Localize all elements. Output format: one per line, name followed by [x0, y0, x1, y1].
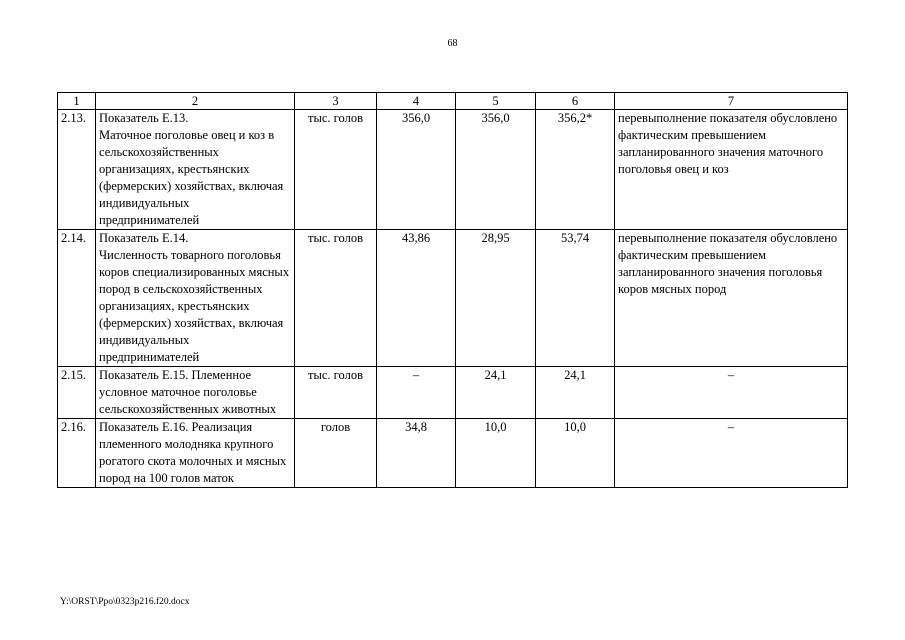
unit-cell: тыс. голов [295, 230, 377, 367]
value-cell: 356,0 [377, 110, 456, 230]
column-header: 4 [377, 93, 456, 110]
indicator-name: Показатель Е.14. Численность товарного поголовья коров специализированных мясных пород в сельскохозяйственных организациях, крестьянских (фермерских) хозяйствах, включая индивидуальных предпринимателей [96, 230, 295, 367]
page-number: 68 [447, 38, 458, 49]
column-header: 1 [58, 93, 96, 110]
note-cell: – [615, 419, 848, 488]
row-number: 2.15. [58, 367, 96, 419]
value-cell: 24,1 [456, 367, 536, 419]
column-header: 5 [456, 93, 536, 110]
row-number: 2.14. [58, 230, 96, 367]
value-cell: 28,95 [456, 230, 536, 367]
column-header: 3 [295, 93, 377, 110]
value-cell: 356,0 [456, 110, 536, 230]
indicator-name: Показатель Е.15. Племенное условное маточное поголовье сельскохозяйственных животных [96, 367, 295, 419]
note-cell: перевыполнение показателя обусловлено фактическим превышением запланированного значения поголовья коров мясных пород [615, 230, 848, 367]
value-cell: 10,0 [536, 419, 615, 488]
value-cell: 53,74 [536, 230, 615, 367]
note-cell: – [615, 367, 848, 419]
table-row [58, 230, 848, 367]
column-header: 2 [96, 93, 295, 110]
value-cell: 10,0 [456, 419, 536, 488]
column-header: 6 [536, 93, 615, 110]
value-cell: 24,1 [536, 367, 615, 419]
indicator-name: Показатель Е.16. Реализация племенного молодняка крупного рогатого скота молочных и мясных пород на 100 голов маток [96, 419, 295, 488]
unit-cell: тыс. голов [295, 110, 377, 230]
value-cell: 356,2* [536, 110, 615, 230]
note-cell: перевыполнение показателя обусловлено фактическим превышением запланированного значения маточного поголовья овец и коз [615, 110, 848, 230]
value-cell: 43,86 [377, 230, 456, 367]
table-row [58, 367, 848, 419]
row-number: 2.16. [58, 419, 96, 488]
footer-file-path: Y:\ORST\Ppo\0323p216.f20.docx [60, 597, 190, 607]
indicator-name: Показатель Е.13. Маточное поголовье овец и коз в сельскохозяйственных организациях, крестьянских (фермерских) хозяйствах, включая индивидуальных предпринимателей [96, 110, 295, 230]
indicators-table [57, 92, 848, 488]
table-row [58, 419, 848, 488]
unit-cell: голов [295, 419, 377, 488]
unit-cell: тыс. голов [295, 367, 377, 419]
table-header-row [58, 93, 848, 110]
column-header: 7 [615, 93, 848, 110]
value-cell: – [377, 367, 456, 419]
row-number: 2.13. [58, 110, 96, 230]
table-row [58, 110, 848, 230]
value-cell: 34,8 [377, 419, 456, 488]
